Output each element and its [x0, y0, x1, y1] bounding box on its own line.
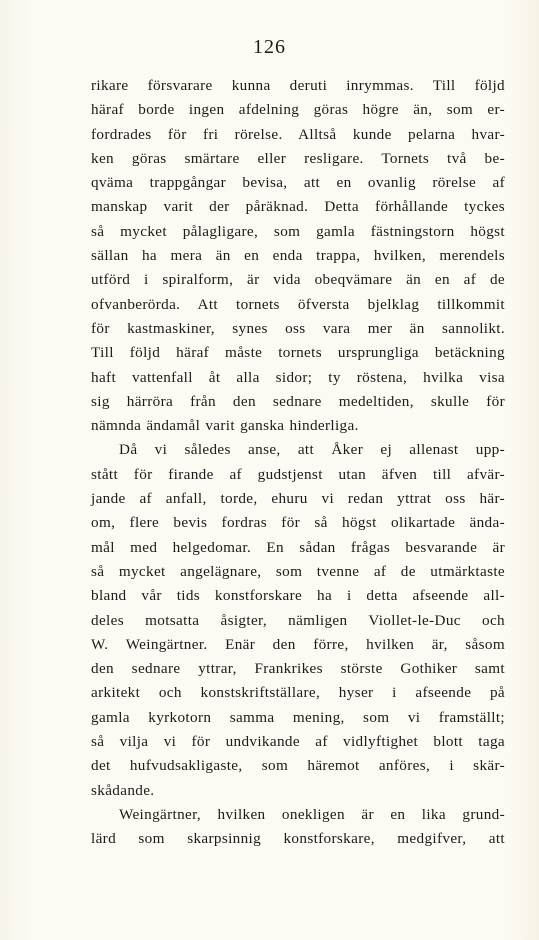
text-line: rikare försvarare kunna deruti inrymmas. Till följd — [91, 77, 505, 94]
text-line: mål med helgedomar. En sådan frågas besvarande är — [91, 538, 505, 556]
text-line: manskap varit der påräknad. Detta förhållande tyckes — [91, 198, 505, 216]
text-line: så mycket angelägnare, som tvenne af de utmärktaste — [91, 562, 505, 580]
text-line: Till följd häraf måste tornets ursprungliga betäckning — [91, 344, 505, 362]
text-line: W. Weingärtner. Enär den förre, hvilken är, såsom — [91, 635, 505, 653]
text-line: så vilja vi för undvikande af vidlyftighet blott taga — [91, 733, 505, 751]
body-text — [91, 74, 505, 852]
text-line: det hufvudsakligaste, som häremot anföres, i skär- — [91, 757, 505, 775]
text-line: ken göras smärtare eller resligare. Tornets två be- — [91, 149, 505, 167]
text-line: qväma trappgångar bevisa, att en ovanlig rörelse af — [91, 174, 505, 192]
text-line: fordrades för fri rörelse. Alltså kunde pelarna hvar- — [91, 125, 505, 143]
text-line: arkitekt och konstskriftställare, hyser i afseende på — [91, 684, 505, 702]
text-line: sällan ha mera än en enda trappa, hvilken, merendels — [91, 247, 505, 265]
text-line: så mycket pålagligare, som gamla fästningstorn högst — [91, 222, 505, 240]
text-line: haft vattenfall åt alla sidor; ty röstena, hvilka visa — [91, 368, 505, 386]
text-line: gamla kyrkotorn samma mening, som vi framställt; — [91, 708, 505, 726]
text-line: deles motsatta åsigter, nämligen Viollet-le-Duc och — [91, 611, 505, 629]
text-line: utförd i spiralform, är vida obeqvämare än en af de — [91, 271, 505, 289]
text-line: för kastmaskiner, synes oss vara mer än sannolikt. — [91, 319, 505, 337]
text-line: stått för firande af gudstjenst utan äfven till afvär- — [91, 465, 505, 483]
text-line: den sednare yttrar, Frankrikes störste Gothiker samt — [91, 660, 505, 678]
page-number: 126 — [253, 36, 286, 58]
text-line: ofvanberörda. Att tornets öfversta bjelklag tillkommit — [91, 295, 505, 313]
text-line: lärd som skarpsinnig konstforskare, medgifver, att — [91, 830, 505, 848]
text-line: skådande. — [91, 781, 155, 799]
text-line: sig härröra från den sednare medeltiden, skulle för — [91, 392, 505, 410]
text-line: nämnda ändamål varit ganska hinderliga. — [91, 417, 359, 435]
text-line: häraf borde ingen afdelning göras högre än, som er- — [91, 101, 505, 119]
text-line: Då vi således anse, att Åker ej allenast upp- — [119, 441, 505, 459]
text-line: om, flere bevis fordras för så högst olikartade ända- — [91, 514, 505, 532]
text-line: Weingärtner, hvilken onekligen är en lika grund- — [119, 805, 505, 823]
text-line: bland vår tids konstforskare ha i detta afseende all- — [91, 587, 505, 605]
text-line: jande af anfall, torde, ehuru vi redan yttrat oss här- — [91, 490, 505, 508]
